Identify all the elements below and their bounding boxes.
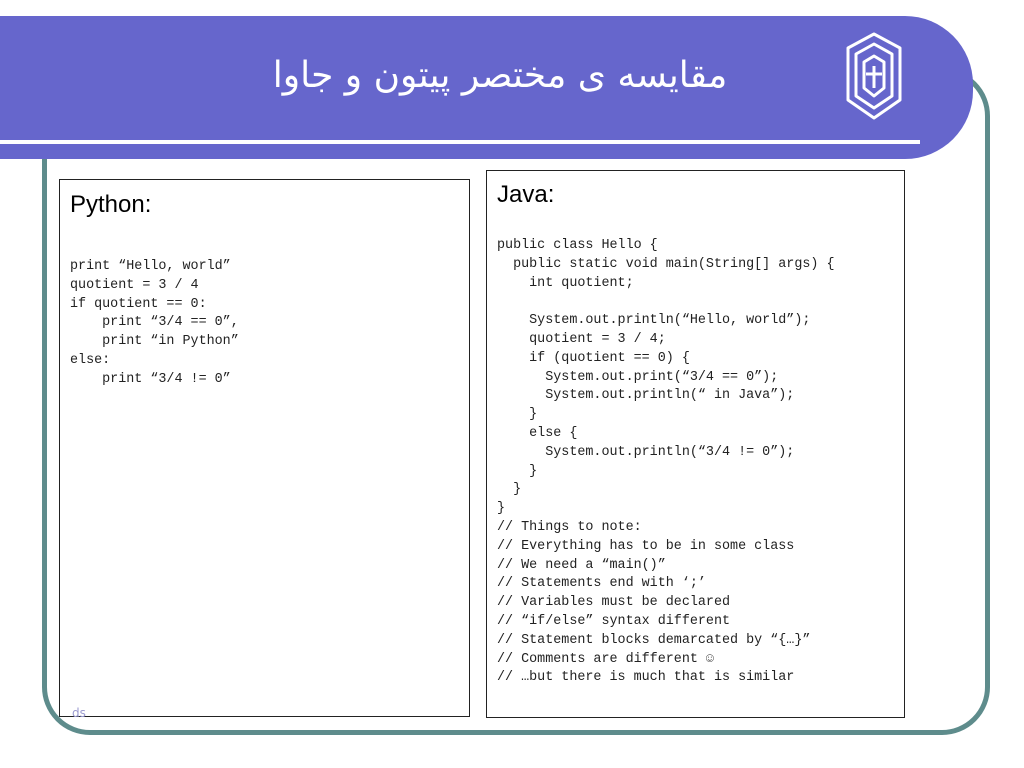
university-emblem-icon xyxy=(838,30,910,122)
python-code: print “Hello, world” quotient = 3 / 4 if quotient == 0: print “3/4 == 0”, print “in Python” else: print “3/4 != 0” xyxy=(70,259,239,387)
footer-fragment: ds xyxy=(72,706,86,720)
python-heading: Python: xyxy=(70,191,152,218)
java-panel xyxy=(486,170,905,718)
title-underline xyxy=(0,140,920,144)
java-code: public class Hello { public static void main(String[] args) { int quotient; System.out.println(“Hello, world”); quotient = 3 / 4; if (quotient == 0) { System.out.print(“3/4 == 0”); System.out.println(“ in Java”); } else { System.out.println(“3/4 != 0”); } } } // Things to note: // Everything has to be in some class // We need a “main()” // Statements end with ‘;’ // Variables must be declared // “if/else” syntax different // Statement blocks demarcated by “{…}” // Comments are different ☺ // …but there is much that is similar xyxy=(497,238,835,686)
java-heading: Java: xyxy=(497,181,555,208)
slide-title: مقایسه ی مختصر پیتون و جاوا xyxy=(272,55,728,96)
python-panel xyxy=(59,179,470,717)
